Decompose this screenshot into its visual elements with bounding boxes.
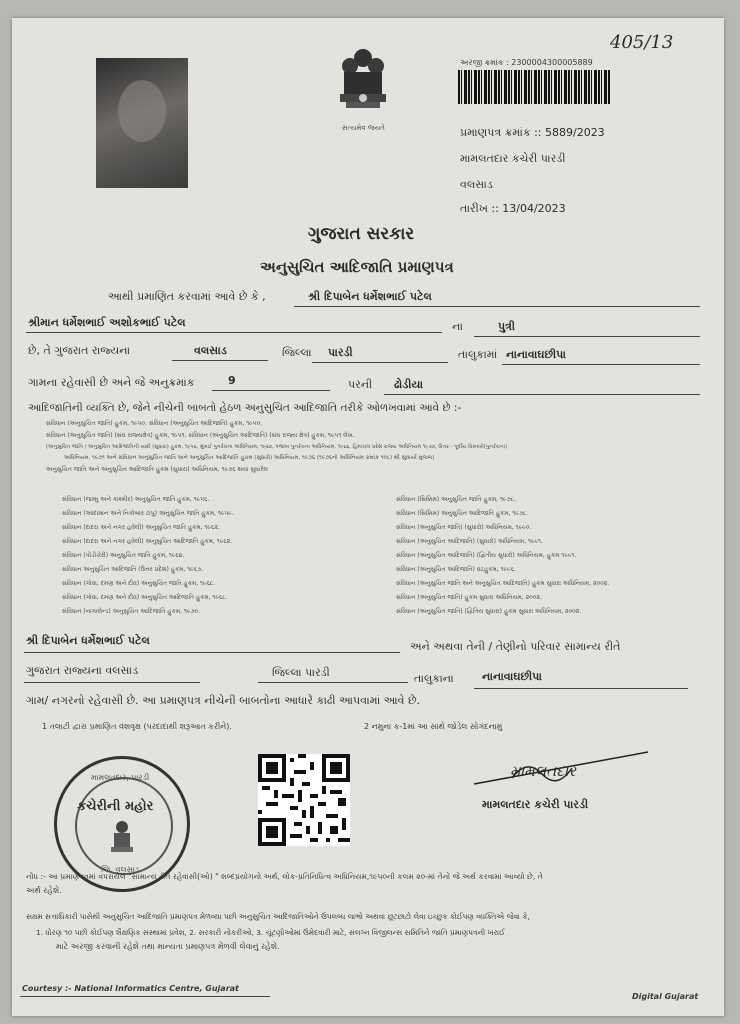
order-item: સંવિધાન (ગોવા, દમણ અને દીવ) અનુસુચિત જાતિ હુકમ, ૧૯૬૮. xyxy=(62,580,216,587)
note-1b: અર્થ રહેશે. xyxy=(26,886,62,895)
parni-label: પરની xyxy=(348,378,373,391)
caste-value: ઢોડીયા xyxy=(394,378,424,391)
certificate-page xyxy=(12,18,724,1016)
district-value: વલસાડ xyxy=(194,344,227,357)
legal-line: (અનુસુચિત જાતિ / અનુસુચિત આદિજાતિની યાદી (સુધારા) હુકમ, ૧૯૫૬, મુંબઈ પુનર્રચના અધિનિયમ, ૧૯૬૦, પંજાબ પુનર્રચના અધિનિયમ, ૧૯૬૬, હિમાચલ પ્રદેશ રાજ્ય અધિનિયમ ૧૯૭૦, ઉત્તર - પૂર્વીય વિસ્તારો(પુનર્રચના) xyxy=(46,444,508,450)
note-3: 1. ધોરણ ૧૦ પછી કોઈપણ શૈક્ષણિક સંસ્થામાં પ્રવેશ, 2. સરકારી નોકરીઓ, 3. ચૂંટણીઓમાં ઉમેદવારી માટે, સંલગ્ન વિજીલન્સ સમિતિને જાતિ પ્રમાણપત્રની ખરાઈ xyxy=(36,928,505,937)
orders-right xyxy=(396,496,706,622)
village-value: નાનાવાઘછીપા xyxy=(506,348,566,361)
seal-middle-text: કચેરીની મહોર xyxy=(77,799,154,814)
tribe-text: આદિજાતિની વ્યક્તિ છે, જેને નીચેની બાબતો હેઠળ અનુસુચિત આદિજાતિ તરીકે ઓળખવામાં આવે છે :- xyxy=(28,402,462,414)
basis-text: ગામ/ નગરનો રહેવાસી છે. આ પ્રમાણપત્ર નીચેની બાબતોના આધારે કાઢી આપવામાં આવે છે. xyxy=(26,694,421,707)
order-item: સંવિધાન (અનુસુચિત આદિજાતિ) (સુધારો) અધિનિયમ, ૧૯૯૧. xyxy=(396,538,543,545)
basis-item-1: 1 તલાટી દ્વારા પ્રમાણિત વંશવૃક્ષ (પરદાદાથી શરૂઆત કરીને). xyxy=(42,722,232,731)
certificate-number: પ્રમાણપત્ર ક્રમાંક :: 5889/2023 xyxy=(460,126,605,139)
order-item: સંવિધાન (આંદામાન અને નિકોબાર ટાપુ) અનુસુચિત જાતિ હુકમ, ૧૯૫૯. xyxy=(62,510,234,517)
order-item: સંવિધાન (સિક્કિમ) અનુસુચિત જાતિ હુકમ, ૧૯૭૮. xyxy=(396,496,516,503)
certificate-title: અનુસુચિત આદિજાતિ પ્રમાણપત્ર xyxy=(260,258,454,276)
issuing-district: વલસાડ xyxy=(460,178,493,191)
jilla-label: જિલ્લા xyxy=(282,346,312,359)
legal-references xyxy=(46,420,507,478)
lower-talukana: તાલુકાના xyxy=(414,672,454,685)
signature-scrawl: મામલતદાર xyxy=(510,762,576,780)
certify-prefix: આથી પ્રમાણિત કરવામાં આવે છે કે , xyxy=(108,290,266,303)
order-item: સંવિધાન (અનુસુચિત જાતિ) હુકમ સુધારા અધિનિયમ, ૨૦૦૨. xyxy=(396,594,542,601)
note-1: નોંધ :- આ પ્રમાણપત્રમાં વપરાયેલ "સામાન્ય રીતે રહેવાસી(ઓ) " શબ્દપ્રયોગનો અર્થ, લોક-પ્રતિનિધિત્વ અધિનિયમ,૧૯૫૦ની કલમ ૨૦-માં તેનો જે અર્થ કરવામાં આવ્યો છે, તે xyxy=(26,872,543,881)
lower-jilla: જિલ્લા પારડી xyxy=(272,666,330,679)
barcode xyxy=(458,70,610,104)
order-item: સંવિધાન (દાદરા અને નગર હવેલી) અનુસુચિત જાતિ હુકમ, ૧૯૬૨. xyxy=(62,524,220,531)
orders-left xyxy=(62,496,362,622)
father-name: શ્રીમાન ધર્મેશભાઈ અશોકભાઈ પટેલ xyxy=(28,316,186,329)
seal-bottom-text: જિ. વલસાડ xyxy=(101,865,140,874)
legal-line: અધિનિયમ, ૧૯૭૧ અને સંવિધાન અનુસુચિત જાતિ અને અનુસુચિત આદિજાતિ હુકમ (સુધારો) અધિનિયમ, ૧૯૭૬ (૧૯૭૬નો અધિનિયમ ક્રમાંક ૧૦૮) થી સુધાર્યા મુજબ) xyxy=(64,455,435,461)
legal-line: સંવિધાન (અનુસુચિત જાતિ) હુકમ, ૧૯૫૦. સંવિધાન (અનુસુચિત આદિજાતિ) હુકમ, ૧૯૫૦. xyxy=(46,420,263,427)
legal-line: સંવિધાન (અનુસુચિત જાતિ) (સંઘ રાજ્યક્ષેત્ર) હુકમ, ૧૯૫૧. સંવિધાન (અનુસુચિત આદિજાતિ) (સંઘ રાજ્ય ક્ષેત્ર) હુકમ, ૧૯૫૧ લેખ. xyxy=(46,432,355,439)
applicant-photo xyxy=(96,58,188,188)
ashoka-emblem-icon xyxy=(328,44,398,134)
handwritten-number: 405/13 xyxy=(610,32,674,53)
lower-village: નાનાવાઘછીપા xyxy=(482,670,542,683)
seal-top-text: મામલતદાર, પારડી xyxy=(91,773,150,782)
emblem-motto: સત્યમેવ જયતે xyxy=(342,124,385,132)
order-item: સંવિધાન (ગોવા, દમણ અને દીવ) અનુસુચિત આદિજાતિ હુકમ, ૧૯૬૮. xyxy=(62,594,228,601)
qr-code xyxy=(258,754,350,846)
order-item: સંવિધાન (પોંડીચેરી) અનુસુચિત જાતિ હુકમ, ૧૯૬૪. xyxy=(62,552,185,559)
order-item: સંવિધાન (અનુસુચિત જાતિ) (દ્વિતિય સુધારા) હુકમ સુધારા અધિનિયમ, ૨૦૦૨. xyxy=(396,608,582,615)
seal-emblem-icon xyxy=(107,819,137,859)
order-item: સંવિધાન (સિક્કિમ) અનુસુચિત આદિજાતિ હુકમ, ૧૯૭૮. xyxy=(396,510,529,517)
order-item: સંવિધાન (અનુસુચિત જાતિ અને અનુસુચિત આદિજાતિ) હુકમ સુધારા અધિનિયમ, ૨૦૦૨. xyxy=(396,580,610,587)
holder-name-lower: શ્રી દિપાબેન ધર્મેશભાઈ પટેલ xyxy=(26,634,150,647)
govt-title: ગુજરાત સરકાર xyxy=(308,224,415,244)
relation: પુત્રી xyxy=(498,320,516,333)
serial-number: 9 xyxy=(228,374,236,387)
legal-line: અનુસુચિત જાતિ અને અનુસુચિત આદિજાતિ હુકમ (સુધારા) અધિનિયમ, ૧૯૭૬ થયા સુધારેલ xyxy=(46,466,268,473)
resident-text: ગામના રહેવાસી છે અને જે અનુક્રમાંક xyxy=(28,376,195,389)
holder-name: શ્રી દિપાબેન ધર્મેશભાઈ પટેલ xyxy=(308,290,432,303)
note-4: માટે અરજી કરવાની રહેશે તથા માન્યતા પ્રમાણપત્ર મેળવી લેવાનું રહેશે. xyxy=(56,942,280,951)
issue-date: તારીખ :: 13/04/2023 xyxy=(460,202,566,215)
family-text: અને અથવા તેની / તેણીનો પરિવાર સામાન્ય રીતે xyxy=(410,640,621,653)
footer-courtesy: Courtesy :- National Informatics Centre, Gujarat xyxy=(22,984,239,993)
taluka-value: પારડી xyxy=(328,346,353,359)
order-item: સંવિધાન (અનુસુચિત જાતિ) (સુધારો) અધિનિયમ, ૧૯૯૦. xyxy=(396,524,532,531)
state-prefix: છે, તે ગુજરાત રાજ્યના xyxy=(28,344,131,357)
na-label: ના xyxy=(452,320,463,333)
order-item: સંવિધાન (દાદરા અને નગર હવેલી) અનુસુચિત આદિજાતિ હુકમ, ૧૯૬૨. xyxy=(62,538,233,545)
basis-item-2: 2 નમુના ક-1માં આ સાથે જોડેલ સોગંદનામું xyxy=(364,722,503,731)
note-2: સક્ષમ સત્તાધિકારી પાસેથી અનુસુચિત આદિજાતિ પ્રમાણપત્ર મેળવ્યા પછી અનુસુચિત આદિજાતિઓને ઉપલબ્ધ લાભો અથવા છૂટછાટો લેવા ઇચ્છુક કોઈપણ વ્યક્તિએ જેવા કે, xyxy=(26,912,530,921)
signatory-office: મામલતદાર કચેરી પારડી xyxy=(482,798,589,811)
order-item: સંવિધાન અનુસુચિત આદિજાતિ (ઉત્તર પ્રદેશ) હુકમ, ૧૯૬૭. xyxy=(62,566,204,573)
order-item: સંવિધાન (અનુસુચિત આદિજાતિ) વટહુકમ, ૧૯૯૬. xyxy=(396,566,516,573)
application-number: અરજી ક્રમાંક : 2300004300005889 xyxy=(460,58,593,67)
footer-digital-gujarat: Digital Gujarat xyxy=(632,992,699,1001)
order-item: સંવિધાન (જમ્મુ અને કાશ્મીર) અનુસુચિત જાતિ હુકમ, ૧૯૫૬. xyxy=(62,496,210,503)
talukama-label: તાલુકામાં xyxy=(458,348,498,361)
order-item: સંવિધાન (નાગાલેન્ડ) અનુસુચિત આદિજાતિ હુકમ, ૧૯૭૦. xyxy=(62,608,201,615)
lower-state: ગુજરાત રાજ્યના વલસાડ xyxy=(26,664,139,677)
order-item: સંવિધાન (અનુસુચિત આદિજાતિ) (દ્વિતીય સુધારો) અધિનિયમ, હુકમ ૧૯૯૧. xyxy=(396,552,577,559)
issuing-office: મામલતદાર કચેરી પારડી xyxy=(460,152,566,165)
